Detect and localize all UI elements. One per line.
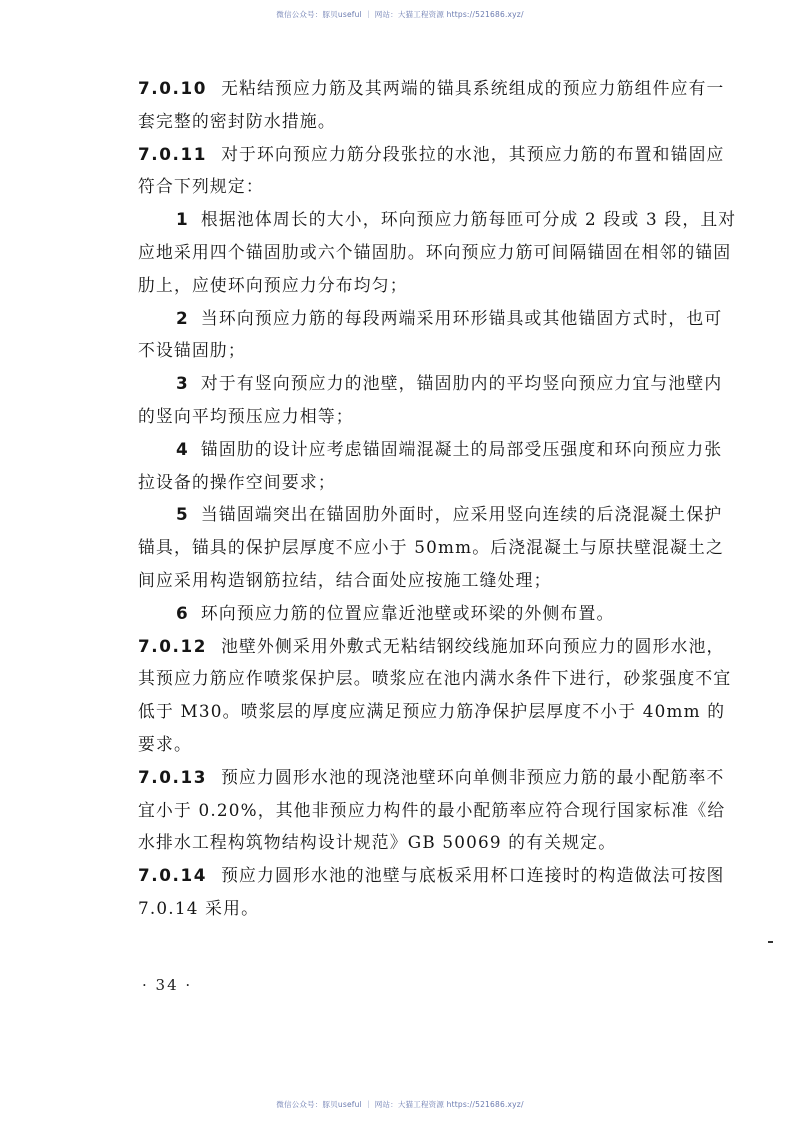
clause-item bbox=[138, 203, 738, 301]
item-number: 5 bbox=[176, 504, 189, 525]
scan-mark bbox=[768, 941, 773, 943]
clause-7-0-14 bbox=[138, 859, 738, 925]
page-number: · 34 · bbox=[142, 976, 193, 994]
item-number: 3 bbox=[176, 373, 189, 394]
item-number: 6 bbox=[176, 602, 189, 623]
clause-item bbox=[138, 433, 738, 499]
clause-number: 7.0.10 bbox=[138, 78, 208, 98]
document-body bbox=[138, 72, 738, 925]
watermark-bottom: 微信公众号：豚贝useful ｜ 网站：大猫工程资源 https://521686.xyz/ bbox=[276, 1100, 524, 1109]
clause-number: 7.0.12 bbox=[138, 635, 208, 656]
clause-item bbox=[138, 498, 738, 596]
clause-item bbox=[138, 597, 738, 630]
item-text: 锚固肋的设计应考虑锚固端混凝土的局部受压强度和环向预应力张拉设备的操作空间要求； bbox=[138, 438, 723, 492]
item-number: 2 bbox=[176, 307, 189, 328]
item-number: 1 bbox=[176, 209, 189, 230]
item-number: 4 bbox=[176, 438, 189, 459]
item-text: 当环向预应力筋的每段两端采用环形锚具或其他锚固方式时，也可不设锚固肋； bbox=[138, 307, 723, 361]
clause-7-0-10 bbox=[138, 72, 738, 138]
clause-number: 7.0.14 bbox=[138, 865, 208, 886]
watermark-top: 微信公众号：豚贝useful ｜ 网站：大猫工程资源 https://521686.xyz/ bbox=[276, 10, 524, 19]
item-text: 环向预应力筋的位置应靠近池壁或环梁的外侧布置。 bbox=[200, 602, 615, 623]
clause-text: 无粘结预应力筋及其两端的锚具系统组成的预应力筋组件应有一套完整的密封防水措施。 bbox=[138, 78, 725, 131]
item-text: 根据池体周长的大小，环向预应力筋每匝可分成 2 段或 3 段，且对应地采用四个锚固肋或六个锚固肋。环向预应力筋可间隔锚固在相邻的锚固肋上，应使环向预应力分布均匀； bbox=[138, 209, 737, 295]
item-text: 对于有竖向预应力的池壁，锚固肋内的平均竖向预应力宜与池壁内的竖向平均预压应力相等； bbox=[138, 373, 723, 426]
clause-number: 7.0.11 bbox=[138, 143, 208, 164]
clause-number: 7.0.13 bbox=[138, 766, 208, 787]
clause-7-0-13 bbox=[138, 761, 738, 859]
clause-item bbox=[138, 302, 738, 368]
clause-text: 池壁外侧采用外敷式无粘结钢绞线施加环向预应力的圆形水池，其预应力筋应作喷浆保护层。喷浆应在池内满水条件下进行，砂浆强度不宜低于 M30。喷浆层的厚度应满足预应力筋净保护层厚度不小于 40mm 的要求。 bbox=[138, 635, 732, 754]
item-text: 当锚固端突出在锚固肋外面时，应采用竖向连续的后浇混凝土保护锚具，锚具的保护层厚度不应小于 50mm。后浇混凝土与原扶壁混凝土之间应采用构造钢筋拉结，结合面处应按施工缝处理； bbox=[138, 504, 724, 590]
clause-text: 预应力圆形水池的现浇池壁环向单侧非预应力筋的最小配筋率不宜小于 0.20%，其他非预应力构件的最小配筋率应符合现行国家标准《给水排水工程构筑物结构设计规范》GB 50069 的有关规定。 bbox=[138, 766, 726, 853]
clause-7-0-12 bbox=[138, 630, 738, 761]
clause-text: 对于环向预应力筋分段张拉的水池，其预应力筋的布置和锚固应符合下列规定： bbox=[138, 143, 725, 197]
clause-7-0-11 bbox=[138, 138, 738, 204]
clause-item bbox=[138, 367, 738, 433]
clause-text: 预应力圆形水池的池壁与底板采用杯口连接时的构造做法可按图 7.0.14 采用。 bbox=[138, 865, 725, 918]
